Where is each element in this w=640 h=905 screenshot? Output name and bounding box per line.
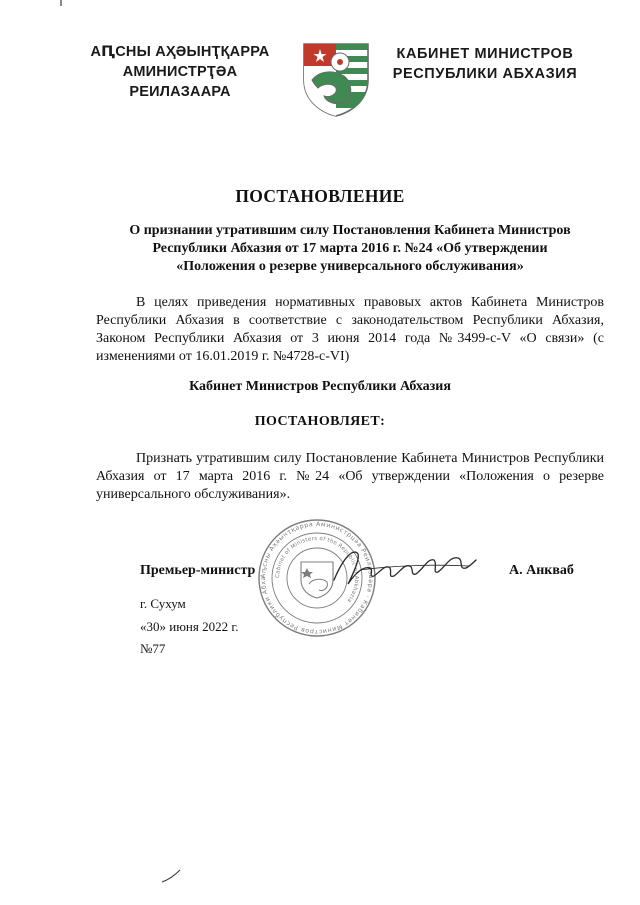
cabinet-name: Кабинет Министров Республики Абхазия — [189, 379, 451, 394]
header-right-line-1: КАБИНЕТ МИНИСТРОВ — [396, 46, 574, 62]
coat-of-arms-icon — [300, 40, 372, 118]
decrees-heading: ПОСТАНОВЛЯЕТ: — [254, 414, 386, 429]
header-left-line-1: АԤСНЫ АҲӘЫНҬҚАРРА — [90, 44, 270, 60]
scan-mark — [60, 0, 62, 6]
header-left-line-2: АМИНИСТРҬӘА РЕИЛАЗААРА — [122, 64, 238, 100]
header-left — [70, 42, 290, 102]
pen-mark-icon — [160, 868, 184, 886]
svg-text:Аҧсны Аҳәынҭқарра Аминистрцәа: Аҧсны Аҳәынҭқарра Аминистрцәа Реилазаара · Кабинет Министров Республики Абха — [259, 520, 375, 636]
header-right — [380, 44, 590, 84]
subject-line-3: «Положения о резерве универсального обслуживания» — [176, 259, 524, 274]
signatory-position: Премьер-министр — [140, 563, 256, 578]
svg-text:Cabinet of Ministers of the Re: Cabinet of Ministers of the Republic of Abkhazia — [274, 535, 360, 604]
resolution-paragraph: Признать утратившим силу Постановление Кабинета Министров Республики Абхазия от 17 марта 2016 г. №24 «Об утверждении «Положения о резерве универсального обслуживания». — [96, 451, 604, 502]
document-subject — [96, 222, 604, 276]
document-city: г. Сухум — [140, 596, 186, 611]
document-title: ПОСТАНОВЛЕНИЕ — [235, 186, 405, 206]
subject-line-1: О признании утратившим силу Постановления Кабинета Министров — [129, 223, 571, 238]
header-right-line-2: РЕСПУБЛИКИ АБХАЗИЯ — [392, 66, 578, 82]
preamble-paragraph: В целях приведения нормативных правовых актов Кабинета Министров Республики Абхазия в соответствие с законодательством Республики Абхазия, Законом Республики Абхазия от 3 июня 2014 года №3499-с-V «О связи» (с изменениями от 16.01.2019 г. №4728-с-VI) — [96, 295, 604, 364]
document-number: №77 — [140, 641, 166, 656]
signatory-name: А. Анкваб — [509, 563, 574, 578]
subject-line-2: Республики Абхазия от 17 марта 2016 г. №24 «Об утверждении — [152, 241, 548, 256]
handwritten-signature-icon — [330, 546, 480, 592]
document-date: «30» июня 2022 г. — [140, 619, 239, 634]
